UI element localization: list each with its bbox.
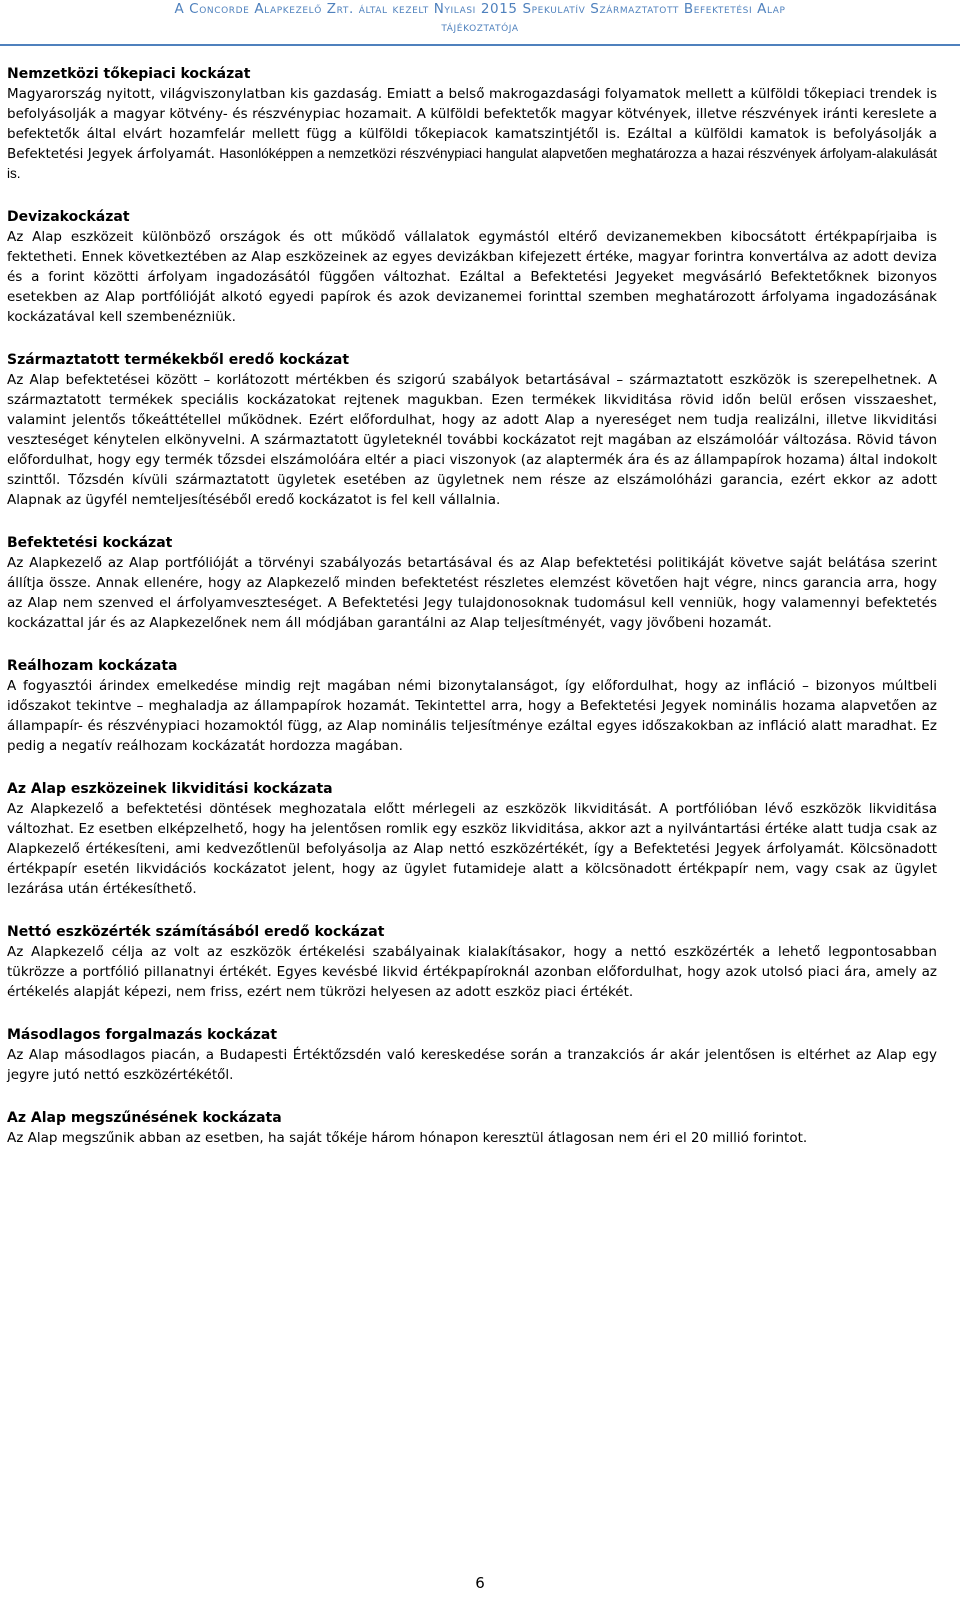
- page-header: [0, 0, 960, 36]
- section-real-yield-risk: [7, 656, 937, 756]
- section-international-capital-market-risk: [7, 64, 937, 184]
- section-investment-risk: [7, 533, 937, 633]
- section-paragraph: Az Alap másodlagos piacán, a Budapesti Értéktőzsdén való kereskedése során a tranzakciós ár akár jelentősen is eltérhet az Alap egy jegyre jutó nettó eszközértékétől.: [7, 1047, 937, 1083]
- section-paragraph: Az Alap eszközeit különböző országok és ott működő vállalatok egymástól eltérő devizanemekben kibocsátott értékpapírjaiba is fektetheti. Ennek következtében az Alap eszközeinek az egyes devizákban kifejezett értéke, magyar forintra konvertálva az adott deviza és a forint közötti árfolyam ingadozásától függően változhat. Ezáltal a Befektetési Jegyeket megvásárló Befektetőknek bizonyos esetekben az Alap portfólióját alkotó egyedi papírok és azok devizanemei forinttal szemben meghatározott árfolyama ingadozásának kockázatával kell szembenézniük.: [7, 229, 937, 325]
- section-paragraph: Az Alapkezelő a befektetési döntések meghozatala előtt mérlegeli az eszközök likviditását. A portfólióban lévő eszközök likviditása változhat. Ez esetben elképzelhető, hogy ha jelentősen romlik egy eszköz likviditása, akkor azt a nyilvántartási értéke alatt tudja csak az Alapkezelő értékesíteni, ami kedvezőtlenül befolyásolja az Alap nettó eszközértékét, így a Befektetési Jegyek árfolyamát. Kölcsönadott értékpapír esetén likvidációs kockázatot jelent, hogy az ügylet futamideje alatt a kölcsönadott értékpapír nem, vagy csak az ügylet lezárása után értékesíthető.: [7, 801, 937, 897]
- section-heading: Befektetési kockázat: [7, 535, 173, 551]
- section-fund-termination-risk: [7, 1108, 937, 1148]
- section-paragraph: [7, 84, 937, 184]
- section-heading: Az Alap megszűnésének kockázata: [7, 1110, 282, 1126]
- section-secondary-trading-risk: [7, 1025, 937, 1085]
- section-paragraph: Az Alapkezelő az Alap portfólióját a törvényi szabályozás betartásával és az Alap befektetési politikáját követve saját belátása szerint állítja össze. Annak ellenére, hogy az Alapkezelő minden befektetést részletes elemzést követően hajt végre, nincs garancia arra, hogy az Alap nem szenved el árfolyamveszteséget. A Befektetési Jegy tulajdonosoknak tudomásul kell venniük, hogy valamennyi befektetés kockázattal jár és az Alapkezelőnek nem áll módjában garantálni az Alap teljesítményét, vagy jövőbeni hozamát.: [7, 555, 937, 631]
- section-heading: Nemzetközi tőkepiaci kockázat: [7, 66, 251, 82]
- section-liquidity-risk: [7, 779, 937, 899]
- section-heading: Devizakockázat: [7, 209, 130, 225]
- section-currency-risk: [7, 207, 937, 327]
- section-heading: Nettó eszközérték számításából eredő kockázat: [7, 924, 385, 940]
- section-derivatives-risk: [7, 350, 937, 510]
- section-heading: Reálhozam kockázata: [7, 658, 178, 674]
- section-heading: Az Alap eszközeinek likviditási kockázata: [7, 781, 333, 797]
- section-paragraph: A fogyasztói árindex emelkedése mindig rejt magában némi bizonytalanságot, így előfordulhat, hogy az infláció – bizonyos múltbeli időszakot tekintve – meghaladja az állampapírok hozamát. Tekintettel arra, hogy a Befektetési Jegyek nominális hozama alapvetően az állampapír- és részvénypiaci hozamoktól függ, az Alap nominális teljesítménye ezáltal egyes időszakokban az infláció alatt maradhat. Ez pedig a negatív reálhozam kockázatát hordozza magában.: [7, 678, 937, 754]
- header-title: A Concorde Alapkezelő Zrt. által kezelt Nyilasi 2015 Spekulatív Származtatott Befektetési Alap: [174, 1, 786, 17]
- section-heading: Származtatott termékekből eredő kockázat: [7, 352, 350, 368]
- header-rule: [0, 44, 960, 46]
- section-paragraph: Az Alap megszűnik abban az esetben, ha saját tőkéje három hónapon keresztül átlagosan nem éri el 20 millió forintot.: [7, 1130, 808, 1146]
- section-nav-calculation-risk: [7, 922, 937, 1002]
- page-number: 6: [475, 1574, 485, 1592]
- section-heading: Másodlagos forgalmazás kockázat: [7, 1027, 278, 1043]
- paragraph-part: Magyarország nyitott, világviszonylatban kis gazdaság. Emiatt a belső makrogazdasági folyamatok mellett a külföldi tőkepiaci trendek is befolyásolják a magyar kötvény- és részvénypiac hozamait. A külföldi befektetők magyar kötvények, illetve részvények iránti kereslete a befektetők által elvárt hozamfelár mellett függ a külföldi tőkepiacok kamatszintjétől is. Ezáltal a külföldi kamatok is befolyásolják a Befektetési Jegyek árfolyamát.: [7, 86, 937, 162]
- section-paragraph: Az Alapkezelő célja az volt az eszközök értékelési szabályainak kialakításakor, hogy a nettó eszközérték a lehető legpontosabban tükrözze a portfólió pillanatnyi értékét. Egyes kevésbé likvid értékpapíroknál azonban előfordulhat, hogy azok utolsó piaci ára, amely az értékelés alapját képezi, nem friss, ezért nem tükrözi helyesen az adott eszköz piaci értékét.: [7, 944, 937, 1000]
- header-subtitle: tájékoztatója: [441, 19, 519, 35]
- document-body: [7, 64, 937, 1171]
- section-paragraph: Az Alap befektetései között – korlátozott mértékben és szigorú szabályok betartásával – származtatott eszközök is szerepelhetnek. A származtatott termékek speciális kockázatokat rejtenek magukban. Ezen termékek likviditása rövid időn belül erősen visszaeshet, valamint jelentős tőkeáttétellel működnek. Ezért előfordulhat, hogy az adott Alap a nyereséget nem tudja realizálni, illetve likviditási veszteséget kénytelen elkönyvelni. A származtatott ügyleteknél további kockázatot rejt magában az elszámolóár változása. Rövid távon előfordulhat, hogy egy termék tőzsdei elszámolóára eltér a piaci viszonyok (az alaptermék ára és az állampapírok hozama) által indokolt szinttől. Tőzsdén kívüli származtatott ügyletek esetében az ügyletnek nem része az elszámolóházi garancia, ezért ekkor az adott Alapnak az ügyfél nemteljesítéséből eredő kockázatot is fel kell vállalnia.: [7, 372, 937, 508]
- paragraph-part: Hasonlóképpen a nemzetközi részvénypiaci hangulat alapvetően meghatározza a hazai részvények árfolyam-alakulását is.: [7, 146, 937, 181]
